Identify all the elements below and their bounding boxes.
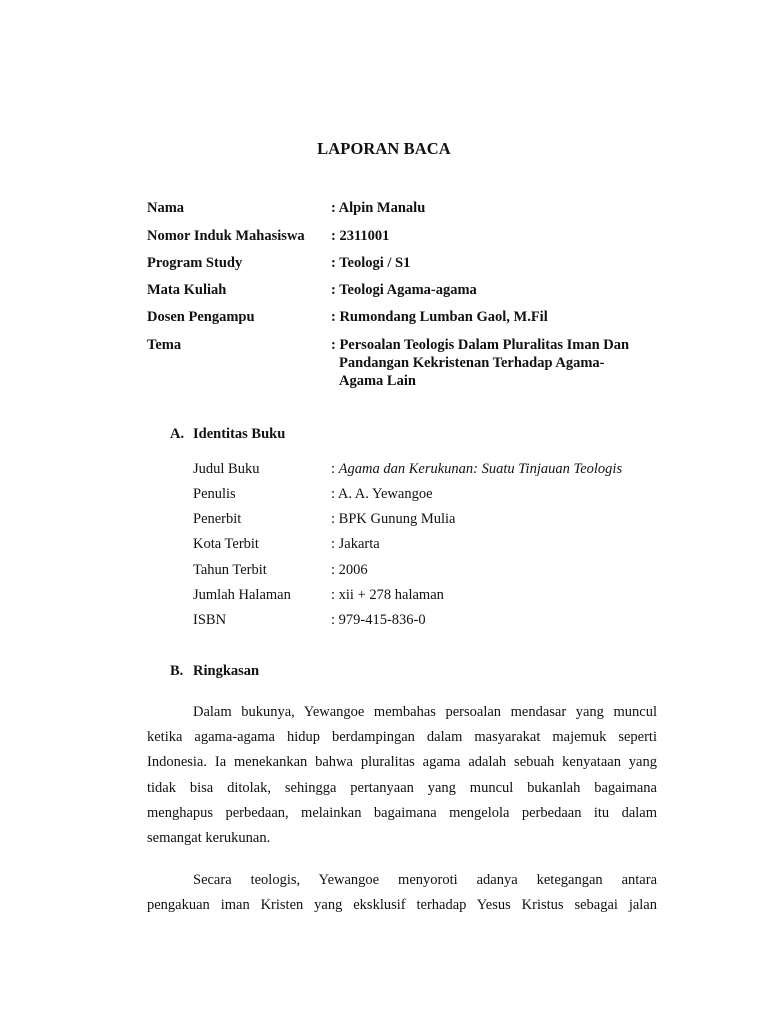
meta-value: : 2311001: [331, 228, 390, 244]
book-value: : BPK Gunung Mulia: [331, 511, 456, 527]
book-label: Jumlah Halaman: [193, 587, 291, 603]
theme-line: : Persoalan Teologis Dalam Pluralitas Iman Dan: [331, 337, 630, 353]
meta-value: : Rumondang Lumban Gaol, M.Fil: [331, 309, 548, 325]
section-title: Identitas Buku: [193, 426, 286, 442]
meta-value: : Alpin Manalu: [331, 200, 426, 216]
book-label: Penulis: [193, 486, 236, 502]
paragraph-line: Dalam bukunya, Yewangoe membahas persoalan mendasar yang muncul: [193, 704, 657, 720]
paragraph-line: semangat kerukunan.: [147, 829, 271, 846]
section-marker: B.: [170, 663, 184, 679]
theme-line: Agama Lain: [339, 373, 416, 389]
meta-value-tema: [331, 336, 667, 390]
paragraph-line: tidak bisa ditolak, sehingga pertanyaan yang muncul bukanlah bagaimana: [147, 779, 657, 796]
book-value: : 979-415-836-0: [331, 612, 426, 628]
meta-label: Program Study: [147, 255, 243, 271]
meta-label: Tema: [147, 337, 182, 353]
book-label: Judul Buku: [193, 461, 260, 477]
paragraph-line: Indonesia. Ia menekankan bahwa pluralitas agama adalah sebuah kenyataan yang: [147, 754, 657, 771]
meta-label: Nomor Induk Mahasiswa: [147, 228, 305, 244]
section-title: Ringkasan: [193, 663, 260, 679]
meta-label: Dosen Pengampu: [147, 309, 255, 325]
meta-value: : Teologi / S1: [331, 255, 411, 271]
paragraph-line: ketika agama-agama hidup berdampingan dalam masyarakat majemuk seperti: [147, 729, 657, 746]
theme-line: Pandangan Kekristenan Terhadap Agama-: [339, 355, 605, 371]
summary-paragraph-1: [147, 700, 657, 851]
book-label: ISBN: [193, 612, 227, 628]
book-label: Kota Terbit: [193, 536, 259, 552]
book-title: Agama dan Kerukunan: Suatu Tinjauan Teologis: [338, 461, 623, 477]
section-b-heading: [170, 662, 259, 680]
book-label: Tahun Terbit: [193, 562, 267, 578]
paragraph-line: Secara teologis, Yewangoe menyoroti adanya ketegangan antara: [193, 872, 657, 888]
book-value: : Jakarta: [331, 536, 380, 552]
section-a-heading: [170, 425, 285, 443]
paragraph-line: pengakuan iman Kristen yang eksklusif terhadap Yesus Kristus sebagai jalan: [147, 897, 657, 914]
book-value: [331, 460, 622, 478]
section-marker: A.: [170, 426, 185, 442]
meta-label: Nama: [147, 200, 185, 216]
paragraph-line: menghapus perbedaan, melainkan bagaimana mengelola perbedaan itu dalam: [147, 804, 657, 821]
meta-value: : Teologi Agama-agama: [331, 282, 477, 298]
book-value: : 2006: [331, 562, 368, 578]
book-value: : xii + 278 halaman: [331, 587, 444, 603]
book-colon: :: [331, 461, 339, 477]
book-value: : A. A. Yewangoe: [331, 486, 433, 502]
book-label: Penerbit: [193, 511, 242, 527]
document-title: LAPORAN BACA: [317, 139, 451, 158]
summary-paragraph-2: [147, 868, 657, 918]
meta-label: Mata Kuliah: [147, 282, 227, 298]
